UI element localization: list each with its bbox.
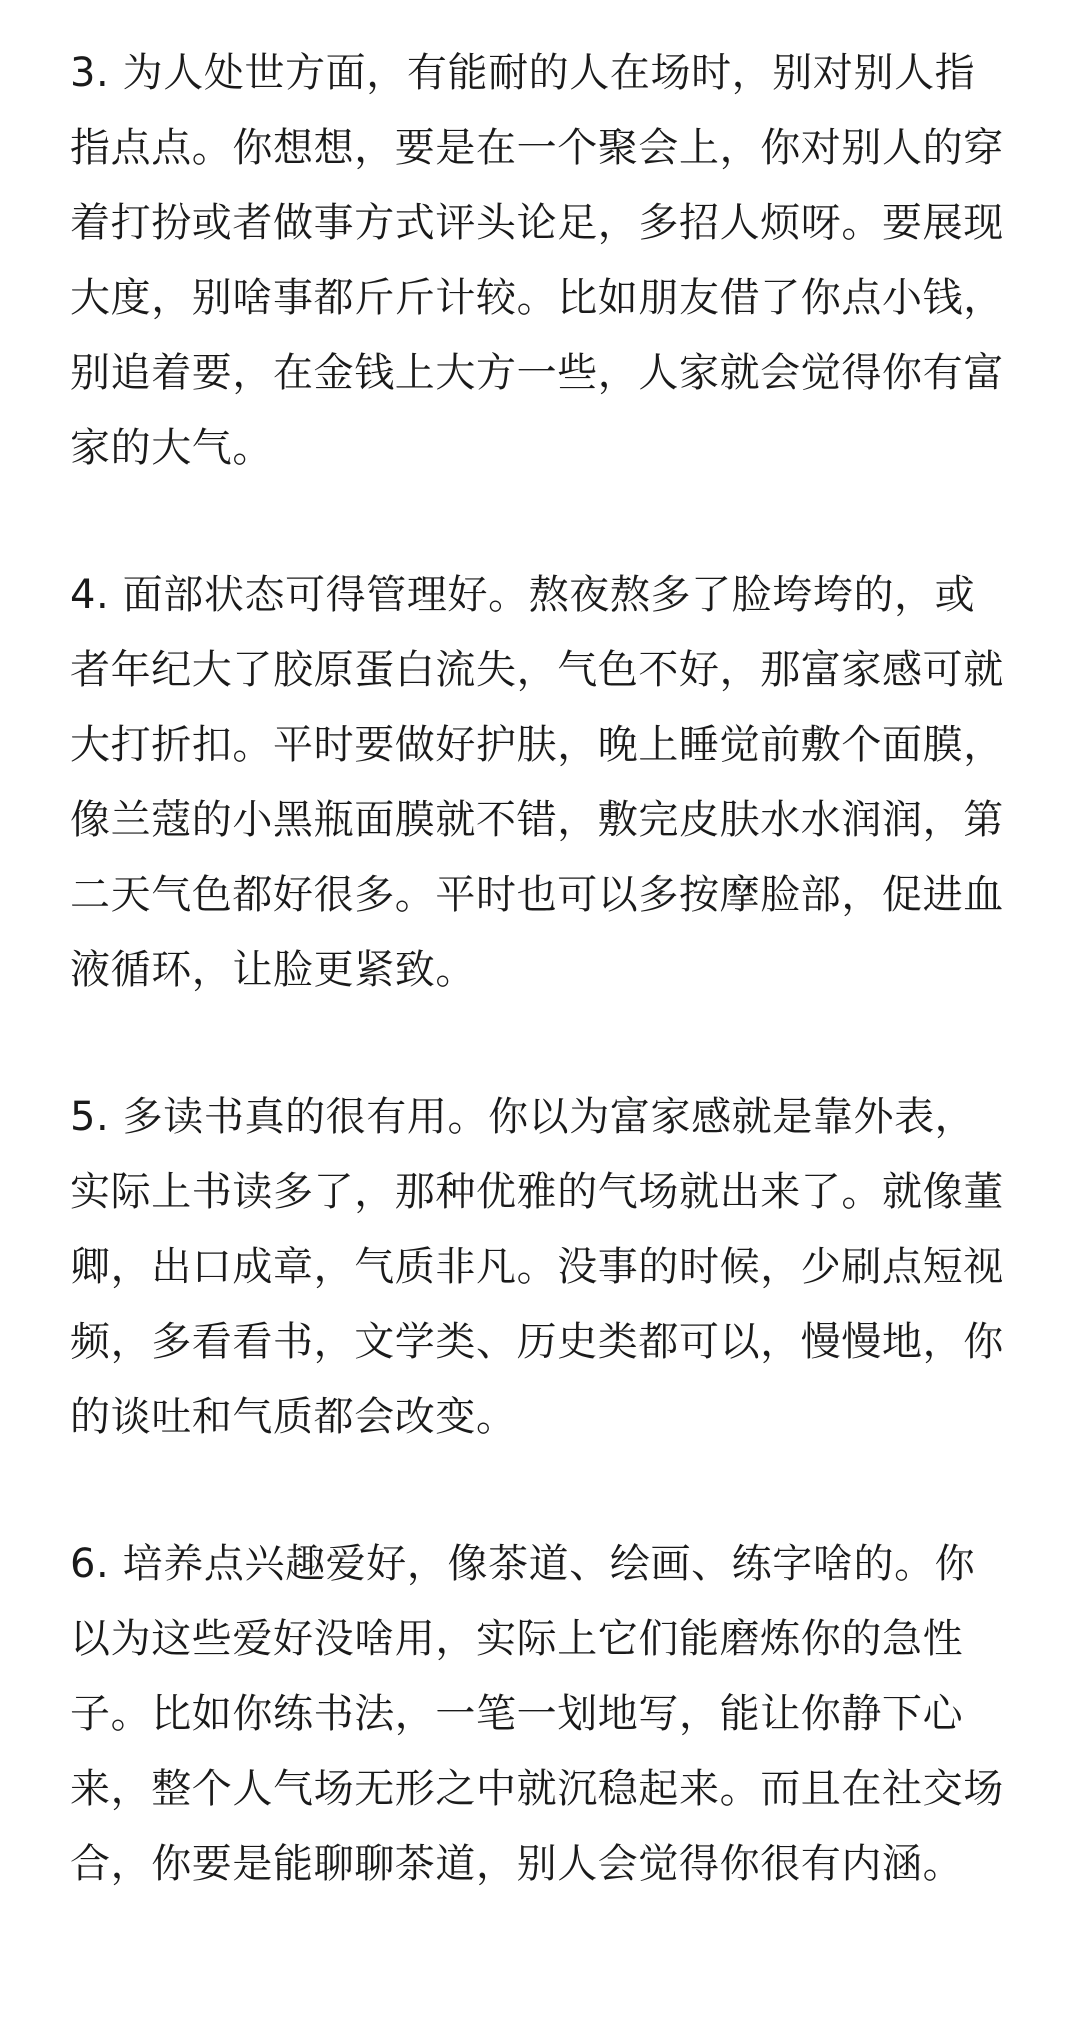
paragraph-4: 4. 面部状态可得管理好。熬夜熬多了脸垮垮的，或者年纪大了胶原蛋白流失，气色不好，那富家感可就大打折扣。平时要做好护肤，晚上睡觉前敷个面膜，像兰蔻的小黑瓶面膜就不错，敷完皮肤水水润润，第二天气色都好很多。平时也可以多按摩脸部，促进血液循环，让脸更紧致。 [70,572,1004,993]
paragraph-6: 6. 培养点兴趣爱好，像茶道、绘画、练字啥的。你以为这些爱好没啥用，实际上它们能磨炼你的急性子。比如你练书法，一笔一划地写，能让你静下心来，整个人气场无形之中就沉稳起来。而且在社交场合，你要是能聊聊茶道，别人会觉得你很有内涵。 [70,1541,1004,1887]
paragraph-5: 5. 多读书真的很有用。你以为富家感就是靠外表，实际上书读多了，那种优雅的气场就出来了。就像董卿，出口成章，气质非凡。没事的时候，少刷点短视频，多看看书，文学类、历史类都可以，慢慢地，你的谈吐和气质都会改变。 [70,1094,1004,1440]
paragraph-3: 3. 为人处世方面，有能耐的人在场时，别对别人指指点点。你想想，要是在一个聚会上，你对别人的穿着打扮或者做事方式评头论足，多招人烦呀。要展现大度，别啥事都斤斤计较。比如朋友借了你点小钱，别追着要，在金钱上大方一些，人家就会觉得你有富家的大气。 [70,50,1004,471]
